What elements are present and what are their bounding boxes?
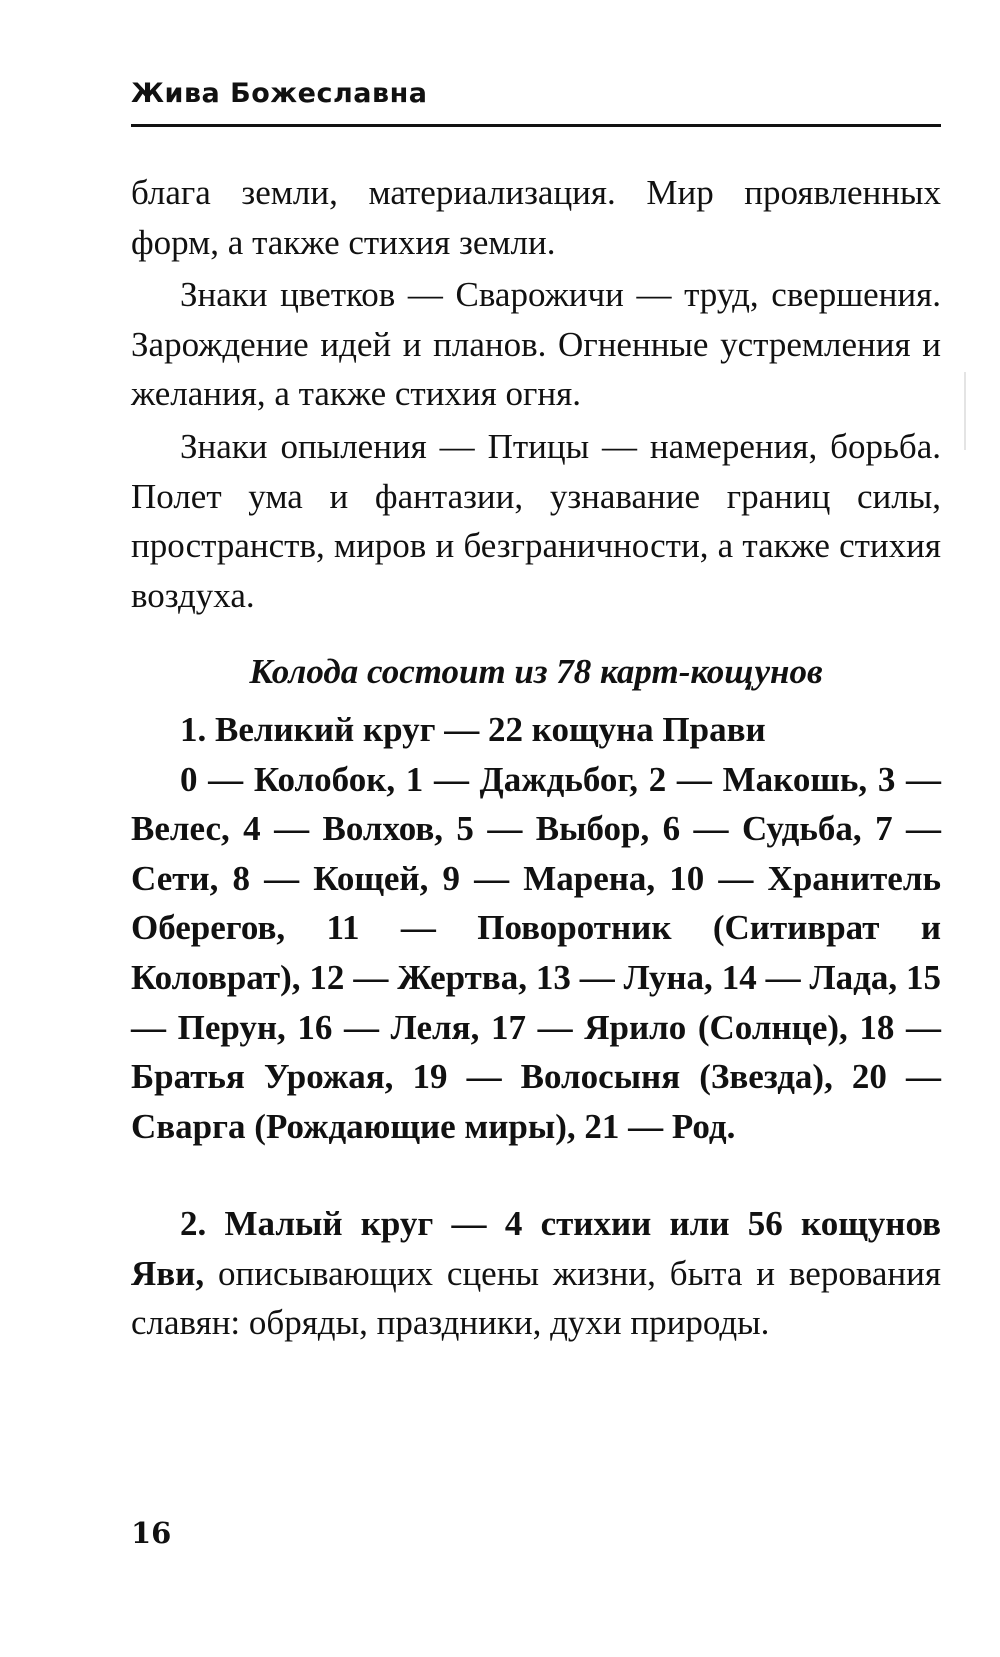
small-circle-paragraph xyxy=(131,1199,941,1348)
paragraph-earth: блага земли, материализация. Мир проявленных форм, а также стихия земли. xyxy=(131,173,941,262)
spacer xyxy=(131,1151,941,1199)
small-circle-text: описывающих сцены жизни, быта и верования славян: обряды, праздники, духи природы. xyxy=(131,1253,941,1343)
great-circle-heading: 1. Великий круг — 22 кощуна Прави xyxy=(180,709,766,749)
page-number: 16 xyxy=(131,1516,172,1550)
great-circle-list: 0 — Колобок, 1 — Даждьбог, 2 — Макошь, 3 — Велес, 4 — Волхов, 5 — Выбор, 6 — Судьба, 7 — Сети, 8 — Кощей, 9 — Марена, 10 — Хранитель Оберегов, 11 — Поворотник (Ситиврат и Коловрат), 12 — Жертва, 13 — Луна, 14 — Лада, 15 — Перун, 16 — Леля, 17 — Ярило (Солнце), 18 — Братья Урожая, 19 — Волосыня (Звезда), 20 — Сварга (Рождающие миры), 21 — Род. xyxy=(131,759,941,1146)
body-text xyxy=(131,168,941,1348)
running-head: Жива Божеславна xyxy=(131,78,428,109)
scan-edge-mark xyxy=(964,372,966,450)
section-title: Колода состоит из 78 карт-кощунов xyxy=(249,652,823,692)
small-circle-heading: 2. Малый круг — 4 стихии или 56 кощунов Яви, xyxy=(131,1204,941,1293)
paragraph-flowers: Знаки цветков — Сварожичи — труд, свершения. Зарождение идей и планов. Огненные устремления и желания, а также стихия огня. xyxy=(131,275,941,414)
paragraph-pollination: Знаки опыления — Птицы — намерения, борьба. Полет ума и фантазии, узнавание границ силы, пространств, миров и безграничности, а также стихия воздуха. xyxy=(131,426,941,615)
header-rule xyxy=(131,124,941,127)
